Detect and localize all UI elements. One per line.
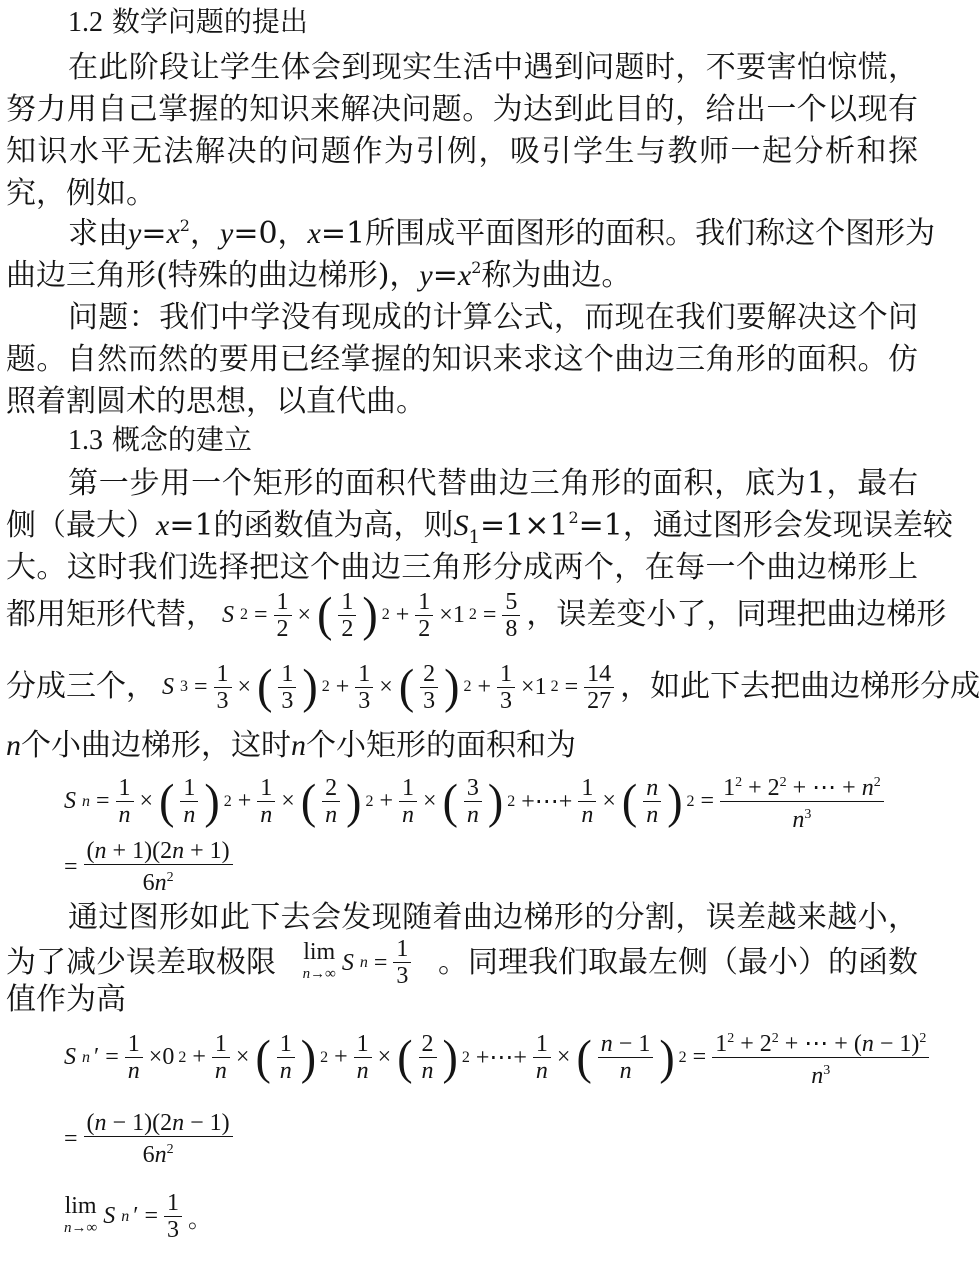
paragraph-line: 通过图形如此下去会发现随着曲边梯形的分割，误差越来越小， bbox=[68, 900, 918, 935]
equation-s3: S 3 = $\frac{1}{3}$ × ( $\frac{1}{3}$ ) 2 + $\frac{1}{3}$ × ( $\frac{2}{3}$ ) 2 + $\frac{1}{3}$ ×1 2 = $\frac{14}{27}$ bbox=[162, 650, 614, 724]
equation-line-s2: 都用矩形代替， S 2 = $\frac{1}{2}$ × ( $\frac{1}{2}$ ) 2 + $\frac{1}{2}$ ×1 2 = $\frac{5}{8}$ ，误差变小了，同理把曲边梯形 bbox=[6, 580, 918, 650]
paragraph-line: 求由$y=x^2$，y=0，x=1所围成平面图形的面积。我们称这个图形为 bbox=[68, 216, 936, 251]
equation-sn-prime-result: = $\frac{(n - 1)(2n - 1)}{6n^2}$ bbox=[64, 1110, 914, 1170]
paragraph-line: 知识水平无法解决的问题作为引例，吸引学生与教师一起分析和探 bbox=[6, 134, 918, 169]
paragraph-line: 大。这时我们选择把这个曲边三角形分成两个，在每一个曲边梯形上 bbox=[6, 550, 918, 585]
paragraph-line: 曲边三角形(特殊的曲边梯形)，$y=x^2$称为曲边。 bbox=[6, 258, 632, 293]
equation-limit-sn-prime: lim n→∞ S n ′ = $\frac{1}{3}$ 。 bbox=[64, 1190, 212, 1243]
paragraph-line: 照着割圆术的思想，以直代曲。 bbox=[6, 384, 426, 419]
section-heading-1-3 bbox=[68, 420, 918, 461]
section-number: 1.3 bbox=[68, 425, 103, 456]
paragraph-line: 问题：我们中学没有现成的计算公式，而现在我们要解决这个问 bbox=[68, 300, 918, 335]
paragraph-line: n个小曲边梯形，这时n个小矩形的面积和为 bbox=[6, 728, 576, 763]
paragraph-line: 题。自然而然的要用已经掌握的知识来求这个曲边三角形的面积。仿 bbox=[6, 342, 918, 377]
paragraph-line-limit: 为了减少误差取极限 lim n→∞ S n = $\frac{1}{3}$ 。同理我们取最左侧（最小）的函数 bbox=[6, 936, 918, 989]
paragraph-line: 究，例如。 bbox=[6, 176, 156, 211]
paragraph-line: 侧（最大）x=1的函数值为高，则$S_1=1\times 1^2=1$，通过图形会发现误差较 bbox=[6, 508, 953, 548]
paragraph-line: 努力用自己掌握的知识来解决问题。为达到此目的，给出一个以现有 bbox=[6, 92, 918, 127]
equation-limit-sn: lim n→∞ S n = $\frac{1}{3}$ bbox=[303, 936, 412, 989]
equation-sn-prime: S n ′ = $\frac{1}{n}$ ×0 2 + $\frac{1}{n}$ × ( $\frac{1}{n}$ ) 2 + $\frac{1}{n}$ × ( $\frac{2}{n}$ ) 2 +⋯+ $\frac{1}{n}$ × ( $\frac{n - 1}{n}$ ) 2 = $\frac{1^2 + 2^2 + \cdots + (n - 1)^2}{n^3}$ bbox=[64, 1026, 914, 1116]
section-title: 数学问题的提出 bbox=[111, 5, 308, 38]
equation-s2: S 2 = $\frac{1}{2}$ × ( $\frac{1}{2}$ ) 2 + $\frac{1}{2}$ ×1 2 = $\frac{5}{8}$ bbox=[222, 580, 520, 650]
section-number: 1.2 bbox=[68, 7, 103, 38]
paragraph-line: 在此阶段让学生体会到现实生活中遇到问题时，不要害怕惊慌， bbox=[68, 50, 918, 85]
section-heading-1-2 bbox=[68, 2, 918, 43]
paragraph-line: 值作为高 bbox=[6, 982, 126, 1017]
section-title: 概念的建立 bbox=[111, 423, 252, 456]
equation-sn-result: = $\frac{(n + 1)(2n + 1)}{6n^2}$ bbox=[64, 838, 914, 894]
equation-sn: S n = $\frac{1}{n}$ × ( $\frac{1}{n}$ ) 2 + $\frac{1}{n}$ × ( $\frac{2}{n}$ ) 2 + $\frac{1}{n}$ × ( $\frac{3}{n}$ ) 2 +⋯+ $\frac{1}{n}$ × ( $\frac{n}{n}$ ) 2 = $\frac{1^2 + 2^2 + \cdots + n^2}{n^3}$ bbox=[64, 770, 914, 860]
equation-line-s3: 分成三个， S 3 = $\frac{1}{3}$ × ( $\frac{1}{3}$ ) 2 + $\frac{1}{3}$ × ( $\frac{2}{3}$ ) 2 + $\frac{1}{3}$ ×1 2 = $\frac{14}{27}$ ，如此下去把曲边梯形分成 bbox=[6, 650, 918, 724]
paragraph-line: 第一步用一个矩形的面积代替曲边三角形的面积，底为1，最右 bbox=[68, 466, 918, 501]
